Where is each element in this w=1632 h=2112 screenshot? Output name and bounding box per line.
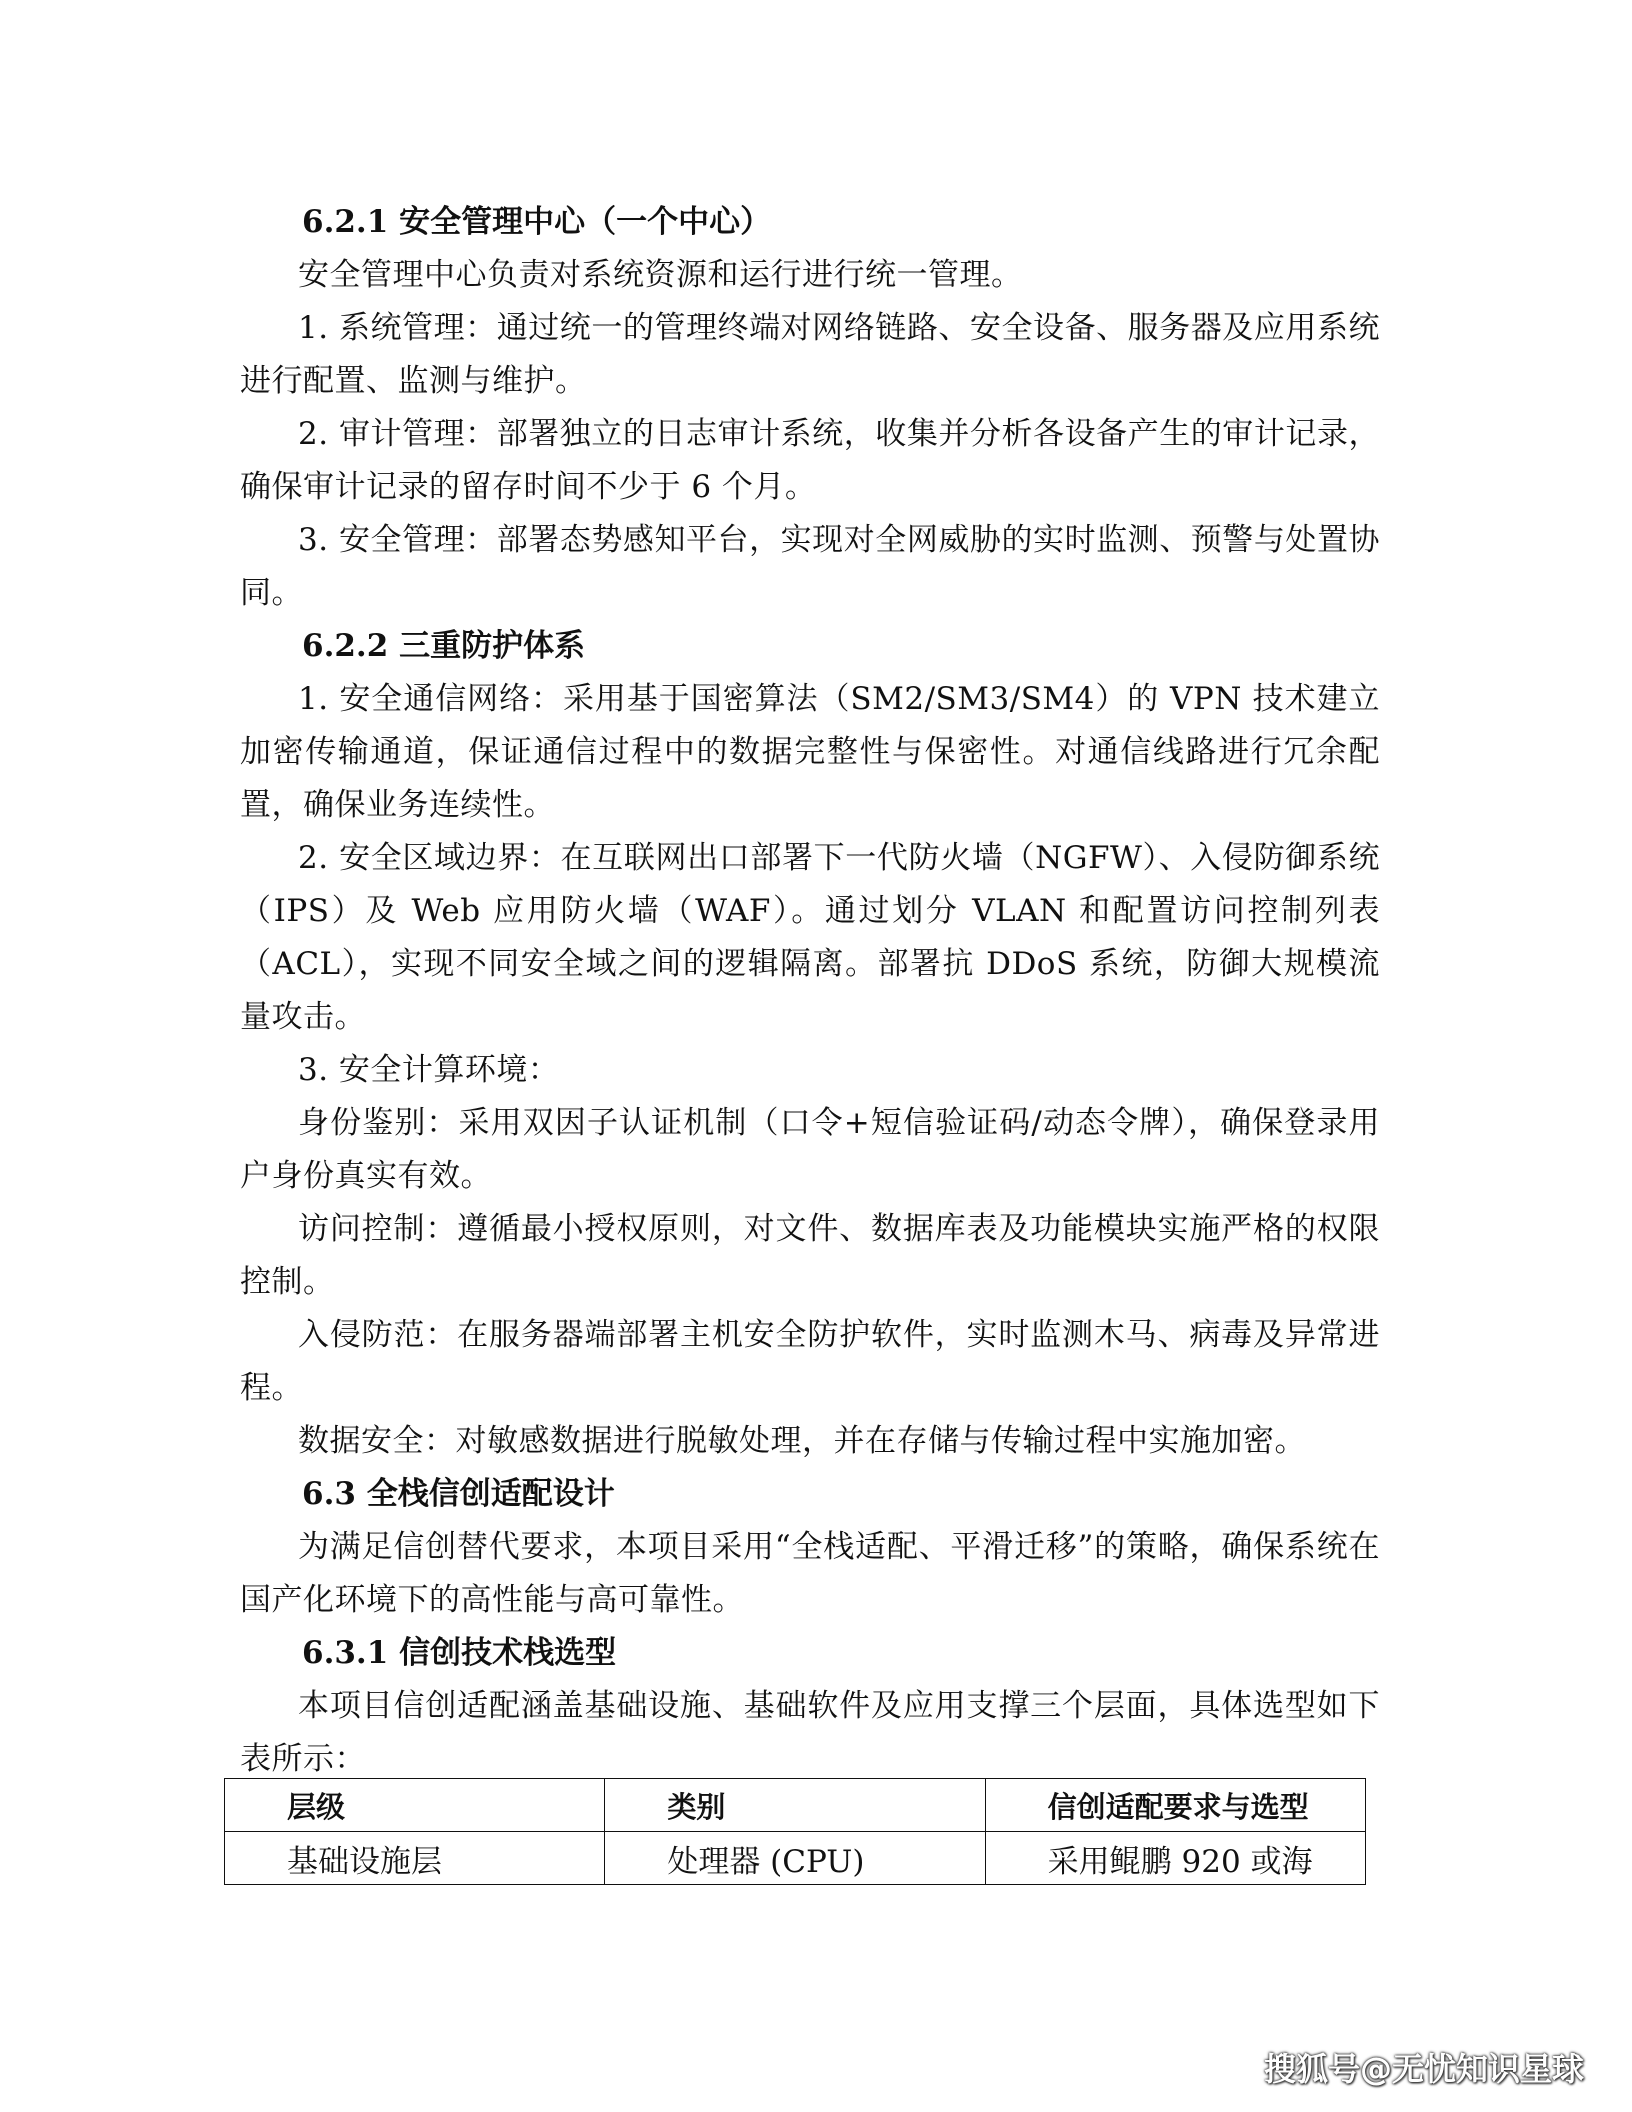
paragraph: 1. 系统管理：通过统一的管理终端对网络链路、安全设备、服务器及应用系统进行配置、监测与维护。 [240, 310, 1380, 399]
table-header-row [225, 1779, 1366, 1832]
paragraph: 数据安全：对敏感数据进行脱敏处理，并在存储与传输过程中实施加密。 [298, 1423, 1306, 1459]
paragraph: 2. 安全区域边界：在互联网出口部署下一代防火墙（NGFW）、入侵防御系统（IPS）及 Web 应用防火墙（WAF）。通过划分 VLAN 和配置访问控制列表（ACL），实现不同安全域之间的逻辑隔离。部署抗 DDoS 系统，防御大规模流量攻击。 [240, 840, 1380, 1035]
document-page [240, 196, 1380, 1786]
section-heading-6-2-2: 6.2.2 三重防护体系 [302, 628, 586, 664]
section-heading-6-3-1: 6.3.1 信创技术栈选型 [302, 1635, 617, 1671]
table-row [225, 1832, 1366, 1885]
table-cell: 处理器 (CPU) [605, 1832, 985, 1885]
paragraph: 1. 安全通信网络：采用基于国密算法（SM2/SM3/SM4）的 VPN 技术建立加密传输通道，保证通信过程中的数据完整性与保密性。对通信线路进行冗余配置，确保业务连续性。 [240, 681, 1380, 823]
paragraph: 安全管理中心负责对系统资源和运行进行统一管理。 [298, 257, 1023, 293]
paragraph: 3. 安全计算环境： [298, 1052, 560, 1088]
paragraph: 本项目信创适配涵盖基础设施、基础软件及应用支撑三个层面，具体选型如下表所示： [240, 1688, 1380, 1777]
table-header-cell: 信创适配要求与选型 [985, 1779, 1365, 1832]
table-cell: 采用鲲鹏 920 或海 [985, 1832, 1365, 1885]
section-heading-6-3: 6.3 全栈信创适配设计 [302, 1476, 615, 1512]
paragraph: 3. 安全管理：部署态势感知平台，实现对全网威胁的实时监测、预警与处置协同。 [240, 522, 1380, 611]
watermark: 搜狐号@无忧知识星球 [1263, 2050, 1584, 2088]
paragraph: 访问控制：遵循最小授权原则，对文件、数据库表及功能模块实施严格的权限控制。 [240, 1211, 1380, 1300]
paragraph: 为满足信创替代要求，本项目采用“全栈适配、平滑迁移”的策略，确保系统在国产化环境下的高性能与高可靠性。 [240, 1529, 1380, 1618]
paragraph: 入侵防范：在服务器端部署主机安全防护软件，实时监测木马、病毒及异常进程。 [240, 1317, 1380, 1406]
table-cell: 基础设施层 [225, 1832, 605, 1885]
tech-stack-table [224, 1778, 1366, 1885]
table-header-cell: 层级 [225, 1779, 605, 1832]
section-heading-6-2-1: 6.2.1 安全管理中心（一个中心） [302, 204, 772, 240]
table-header-cell: 类别 [605, 1779, 985, 1832]
paragraph: 身份鉴别：采用双因子认证机制（口令+短信验证码/动态令牌），确保登录用户身份真实有效。 [240, 1105, 1380, 1194]
paragraph: 2. 审计管理：部署独立的日志审计系统，收集并分析各设备产生的审计记录，确保审计记录的留存时间不少于 6 个月。 [240, 416, 1380, 505]
